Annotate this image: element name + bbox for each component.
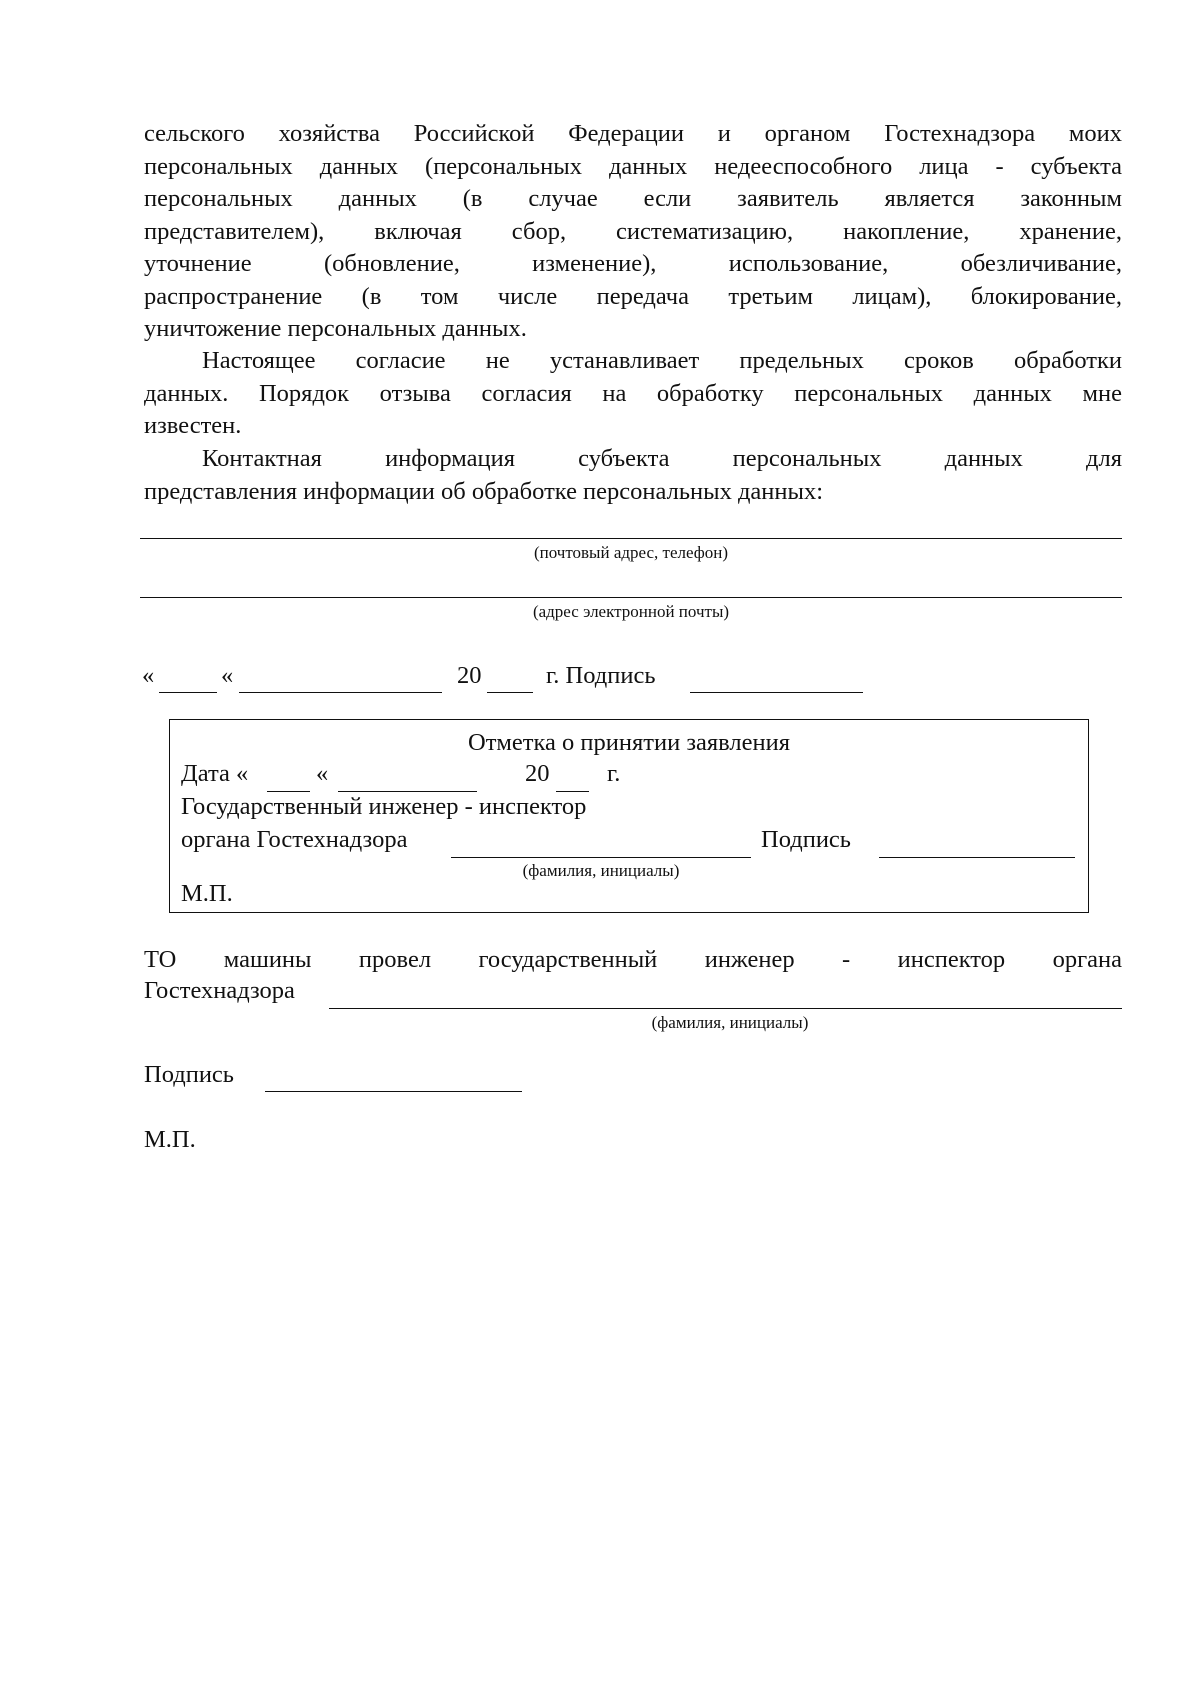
inspection-inspector-name-field[interactable] [329, 1008, 1122, 1009]
term-line: известен. [144, 412, 242, 439]
day-open-quote: « [142, 662, 155, 689]
acceptance-year-suffix: г. [607, 760, 621, 787]
consent-paragraph [144, 118, 1122, 346]
day-close-quote: « [221, 662, 234, 689]
inspection-stamp-label: М.П. [144, 1126, 196, 1153]
day-field[interactable] [159, 692, 217, 693]
term-line: данных. Порядок отзыва согласия на обработку персональных данных мне [144, 379, 1122, 407]
acceptance-stamp-label: М.П. [181, 880, 233, 907]
applicant-signature-field[interactable] [690, 692, 863, 693]
inspector-body-label: органа Гостехнадзора [181, 826, 408, 853]
contact-line: Контактная информация субъекта персональных данных для [202, 445, 1122, 472]
contact-line: представления информации об обработке персональных данных: [144, 477, 824, 505]
consent-line: распространение (в том числе передача третьим лицам), блокирование, [144, 282, 1122, 310]
term-line: Настоящее согласие не устанавливает предельных сроков обработки [202, 347, 1122, 374]
postal-address-field[interactable] [140, 538, 1122, 539]
inspection-line: ТО машины провел государственный инженер - инспектор органа [144, 946, 1122, 973]
contact-paragraph [144, 443, 1122, 508]
acceptance-date-label: Дата « [181, 760, 249, 787]
postal-address-caption: (почтовый адрес, телефон) [533, 543, 729, 562]
email-caption: (адрес электронной почты) [532, 602, 730, 621]
inspector-name-field[interactable] [451, 857, 751, 858]
inspection-signature-field[interactable] [265, 1091, 522, 1092]
inspection-name-caption: (фамилия, инициалы) [651, 1013, 809, 1032]
acceptance-year-prefix: 20 [525, 760, 550, 787]
inspection-signature-label: Подпись [144, 1061, 234, 1088]
year-prefix: 20 [457, 662, 482, 689]
acceptance-box [169, 719, 1089, 913]
term-paragraph [144, 345, 1122, 443]
inspector-signature-label: Подпись [761, 826, 851, 853]
inspection-statement [144, 944, 1122, 977]
year-field[interactable] [487, 692, 533, 693]
consent-line: уточнение (обновление, изменение), использование, обезличивание, [144, 250, 1122, 277]
consent-line: персональных данных (персональных данных недееспособного лица - субъекта [144, 152, 1122, 180]
consent-line: уничтожение персональных данных. [144, 315, 527, 342]
email-field[interactable] [140, 597, 1122, 598]
acceptance-day-close-quote: « [316, 760, 329, 787]
inspection-body-label: Гостехнадзора [144, 977, 295, 1004]
inspector-name-caption: (фамилия, инициалы) [522, 861, 680, 880]
inspector-title-line: Государственный инженер - инспектор [181, 793, 587, 820]
consent-line: представителем), включая сбор, систематизацию, накопление, хранение, [144, 217, 1122, 245]
acceptance-box-title: Отметка о принятии заявления [468, 729, 790, 756]
consent-line: сельского хозяйства Российской Федерации и органом Гостехнадзора моих [144, 120, 1122, 147]
year-signature-label: г. Подпись [546, 662, 656, 689]
month-field[interactable] [239, 692, 442, 693]
consent-line: персональных данных (в случае если заявитель является законным [144, 185, 1122, 212]
inspector-signature-field[interactable] [879, 857, 1075, 858]
